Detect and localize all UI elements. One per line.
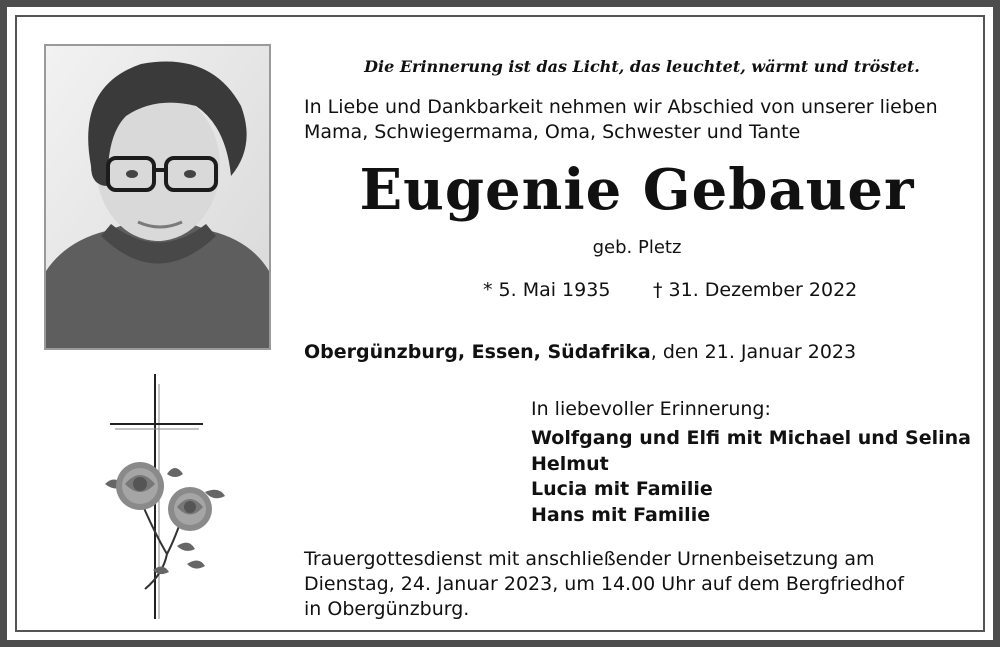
- cross-with-roses-icon: [95, 374, 235, 624]
- intro-text: [304, 95, 994, 145]
- funeral-service-info: [304, 547, 984, 622]
- mourner: Hans mit Familie: [531, 503, 711, 526]
- service-line: Dienstag, 24. Januar 2023, um 14.00 Uhr auf dem Bergfriedhof: [304, 573, 904, 595]
- notice-border: [15, 15, 985, 632]
- mourner: Wolfgang und Elfi mit Michael und Selina: [531, 427, 971, 449]
- place-and-date: [304, 341, 984, 363]
- intro-line: In Liebe und Dankbarkeit nehmen wir Abschied von unserer lieben: [304, 96, 938, 118]
- intro-line: Mama, Schwiegermama, Oma, Schwester und Tante: [304, 121, 801, 143]
- death-date: † 31. Dezember 2022: [653, 279, 858, 301]
- deceased-name: Eugenie Gebauer: [359, 157, 915, 223]
- obituary-notice: [7, 7, 993, 640]
- motto: Die Erinnerung ist das Licht, das leuchtet, wärmt und tröstet.: [364, 57, 920, 76]
- portrait-photo: [44, 44, 271, 350]
- service-line: Trauergottesdienst mit anschließender Urnenbeisetzung am: [304, 548, 875, 570]
- mourners-heading: In liebevoller Erinnerung:: [531, 398, 771, 420]
- service-line: in Obergünzburg.: [304, 598, 470, 620]
- mourner: Lucia mit Familie: [531, 478, 713, 500]
- maiden-name: geb. Pletz: [592, 237, 682, 258]
- mourner: Helmut: [531, 452, 609, 475]
- life-dates: [483, 279, 903, 301]
- birth-date: * 5. Mai 1935: [483, 279, 611, 301]
- notice-date: , den 21. Januar 2023: [650, 341, 857, 363]
- places: Obergünzburg, Essen, Südafrika: [304, 341, 651, 363]
- mourners-list: [531, 426, 971, 528]
